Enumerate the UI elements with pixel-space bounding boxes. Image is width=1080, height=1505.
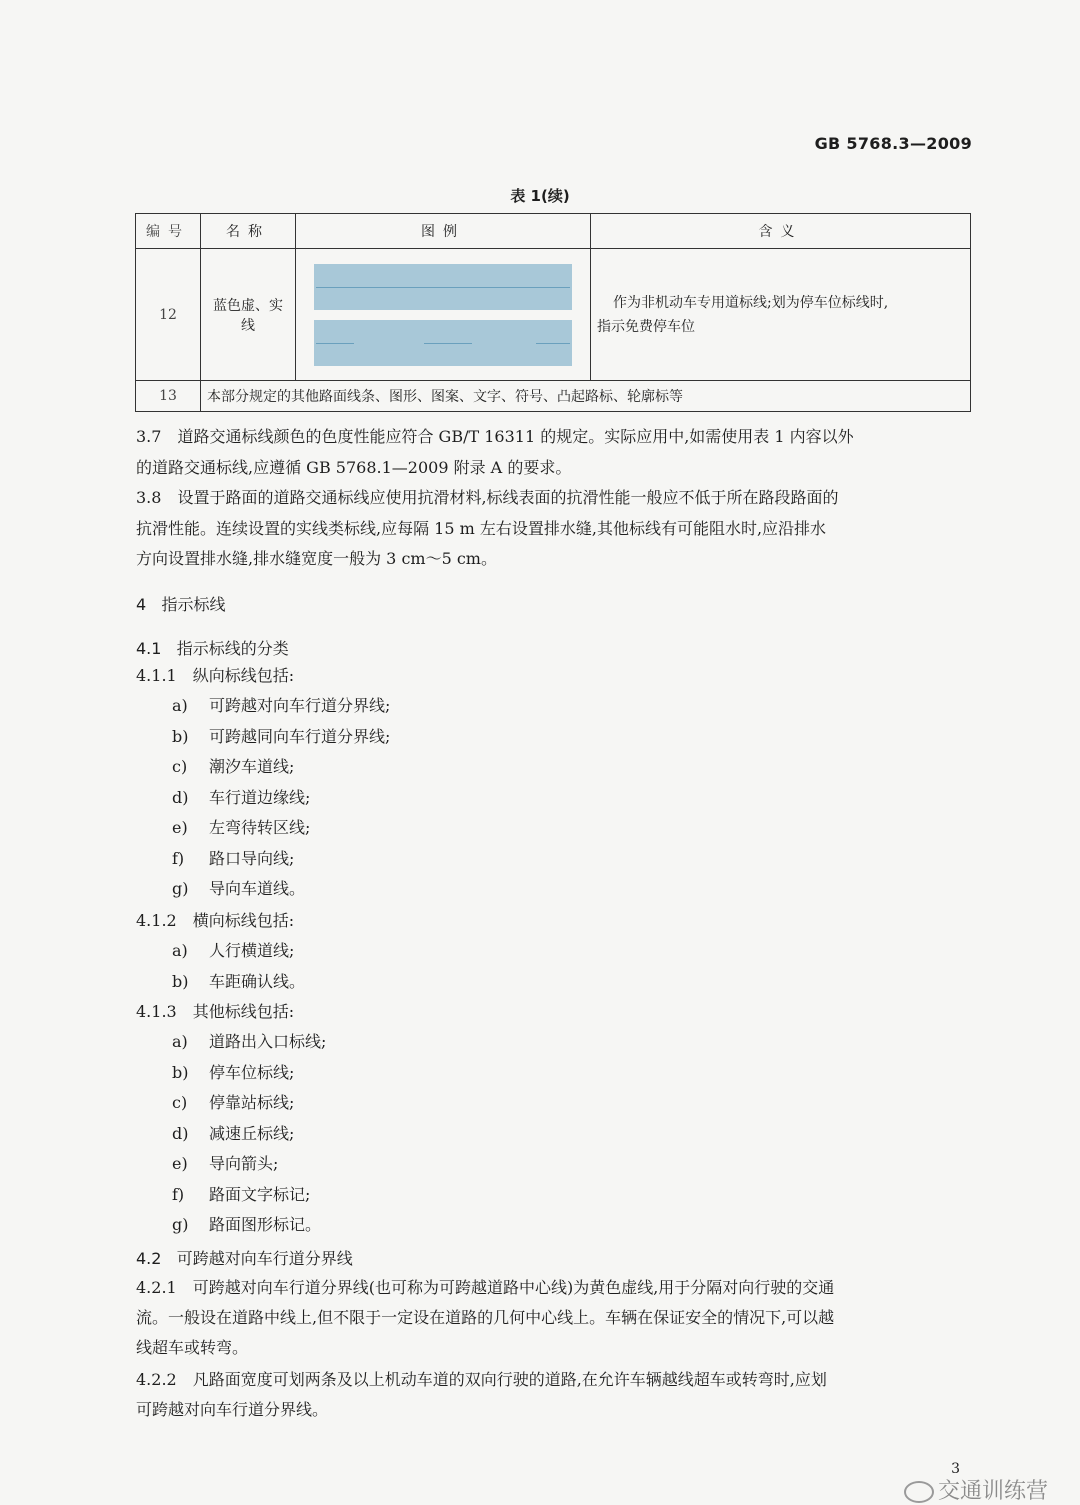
- header-meaning: 含义: [591, 214, 971, 249]
- list-item-text: 路面文字标记;: [209, 1184, 311, 1204]
- list-item: [172, 1210, 321, 1240]
- blue-solid-line-sample: [314, 264, 572, 310]
- list-item: [172, 752, 294, 782]
- table-row: [136, 249, 971, 381]
- table-caption: 表 1(续): [510, 187, 570, 205]
- section-4-2-heading: [136, 1246, 353, 1269]
- table-row: [136, 381, 971, 412]
- section-title: 指示标线: [161, 595, 226, 614]
- standard-code: GB 5768.3—2009: [814, 134, 972, 153]
- list-item-text: 车行道边缘线;: [209, 787, 311, 807]
- watermark: [904, 1474, 1048, 1505]
- wechat-icon: [904, 1481, 934, 1503]
- list-item-text: 路口导向线;: [209, 848, 295, 868]
- para-4-2-2-line-2: 可跨越对向车行道分界线。: [136, 1400, 329, 1419]
- list-item: [172, 1180, 310, 1210]
- list-item-label: g): [172, 879, 189, 898]
- para-4-2-2-line-1: 4.2.2 凡路面宽度可划两条及以上机动车道的双向行驶的道路,在允许车辆越线超车或转弯时,应划: [136, 1370, 827, 1389]
- header-illustration: 图例: [296, 214, 591, 249]
- list-item-label: g): [172, 1215, 189, 1234]
- list-item-label: c): [172, 757, 188, 776]
- para-4-2-1-line-2: 流。一般设在道路中线上,但不限于一定设在道路的几何中心线上。车辆在保证安全的情况下,可以越: [136, 1308, 835, 1327]
- row-name: 蓝色虚、实线: [201, 249, 296, 381]
- list-item: [172, 1027, 326, 1057]
- marking-table: [135, 213, 971, 412]
- list-item-label: a): [172, 1032, 188, 1051]
- list-item: [172, 813, 310, 843]
- list-item-text: 左弯待转区线;: [209, 818, 311, 837]
- list-item-text: 潮汐车道线;: [209, 757, 295, 776]
- list-item-label: d): [172, 1123, 189, 1143]
- blue-dashed-line-sample: [314, 320, 572, 366]
- list-item-label: d): [172, 787, 189, 807]
- list-item-label: b): [172, 971, 189, 991]
- table-header-row: [136, 214, 971, 249]
- list-item: [172, 722, 390, 752]
- list-item-text: 减速丘标线;: [209, 1123, 295, 1143]
- list-item-text: 导向车道线。: [209, 879, 306, 898]
- list-item: [172, 874, 305, 904]
- list-item-text: 道路出入口标线;: [209, 1032, 327, 1051]
- para-3-8-line-3: 方向设置排水缝,排水缝宽度一般为 3 cm～5 cm。: [136, 549, 497, 568]
- section-number: 4.1: [136, 639, 162, 658]
- row-number: 12: [136, 249, 201, 381]
- section-4-heading: [136, 592, 225, 615]
- clause-4-1-3-head: 4.1.3 其他标线包括:: [136, 1002, 295, 1021]
- meaning-line-2: 指示免费停车位: [597, 318, 695, 335]
- list-item-label: b): [172, 1062, 189, 1082]
- list-item-label: f): [172, 848, 185, 868]
- list-item: [172, 691, 390, 721]
- para-4-2-1-line-1: 4.2.1 可跨越对向车行道分界线(也可称为可跨越道路中心线)为黄色虚线,用于分隔对向行驶的交通: [136, 1278, 835, 1297]
- list-item-text: 车距确认线。: [209, 971, 306, 991]
- para-3-8-line-1: 3.8 设置于路面的道路交通标线应使用抗滑材料,标线表面的抗滑性能一般应不低于所在路段路面的: [136, 488, 839, 507]
- list-item-text: 导向箭头;: [209, 1154, 279, 1173]
- row-meaning: [591, 249, 971, 381]
- row-number: 13: [136, 381, 201, 412]
- list-item-label: a): [172, 696, 188, 715]
- para-4-2-1-line-3: 线超车或转弯。: [136, 1338, 249, 1357]
- list-item-text: 可跨越对向车行道分界线;: [209, 696, 391, 715]
- list-item: [172, 844, 294, 874]
- list-item: [172, 1058, 294, 1088]
- meaning-line-1: 作为非机动车专用道标线;划为停车位标线时,: [613, 294, 889, 311]
- clause-4-1-2-head: 4.1.2 横向标线包括:: [136, 911, 295, 930]
- section-number: 4.2: [136, 1249, 162, 1268]
- row-text: 本部分规定的其他路面线条、图形、图案、文字、符号、凸起路标、轮廓标等: [201, 381, 971, 412]
- list-item: [172, 936, 294, 966]
- watermark-text: 交通训练营: [937, 1479, 1048, 1504]
- para-3-8-line-2: 抗滑性能。连续设置的实线类标线,应每隔 15 m 左右设置排水缝,其他标线有可能阻水时,应沿排水: [136, 519, 827, 538]
- section-4-1-heading: [136, 636, 289, 659]
- header-name: 名称: [201, 214, 296, 249]
- list-item: [172, 967, 305, 997]
- list-item-text: 人行横道线;: [209, 941, 295, 960]
- page-number: 3: [951, 1461, 960, 1477]
- list-item-label: f): [172, 1184, 185, 1204]
- list-item: [172, 1088, 294, 1118]
- row-illustration: [296, 249, 591, 381]
- list-item-label: e): [172, 818, 188, 837]
- list-item-label: e): [172, 1154, 188, 1173]
- list-item: [172, 1119, 294, 1149]
- list-item-text: 停车位标线;: [209, 1062, 295, 1082]
- list-item-text: 路面图形标记。: [209, 1215, 322, 1234]
- list-item: [172, 1149, 278, 1179]
- list-item: [172, 783, 310, 813]
- list-item-label: b): [172, 726, 189, 746]
- list-item-label: c): [172, 1093, 188, 1112]
- clause-4-1-1-head: 4.1.1 纵向标线包括:: [136, 666, 295, 685]
- header-number: 编号: [136, 214, 201, 249]
- list-item-label: a): [172, 941, 188, 960]
- list-item-text: 停靠站标线;: [209, 1093, 295, 1112]
- section-title: 指示标线的分类: [176, 639, 289, 658]
- section-title: 可跨越对向车行道分界线: [176, 1249, 353, 1268]
- section-number: 4: [136, 595, 147, 614]
- para-3-7-line-1: 3.7 道路交通标线颜色的色度性能应符合 GB/T 16311 的规定。实际应用中,如需使用表 1 内容以外: [136, 427, 854, 446]
- list-item-text: 可跨越同向车行道分界线;: [209, 726, 391, 746]
- para-3-7-line-2: 的道路交通标线,应遵循 GB 5768.1—2009 附录 A 的要求。: [136, 458, 572, 477]
